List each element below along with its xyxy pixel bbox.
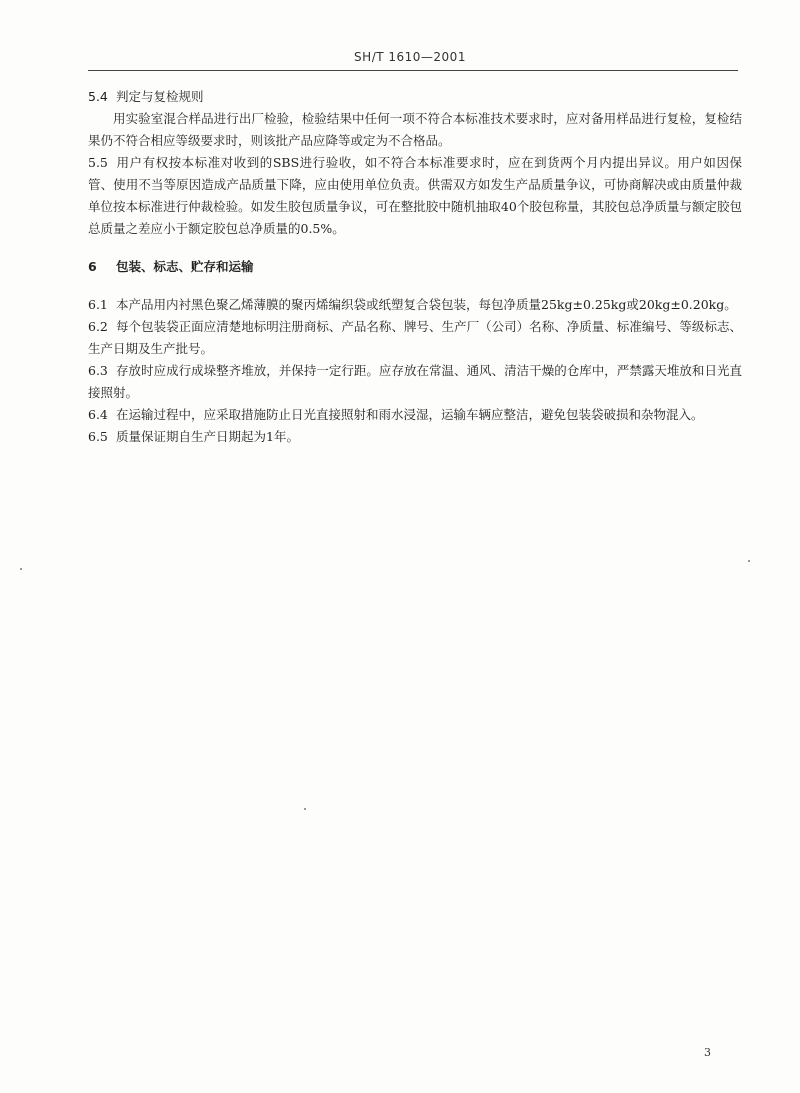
clause-title: 判定与复检规则 (116, 89, 204, 104)
clause-6-5 (88, 426, 742, 448)
document-body (88, 86, 742, 448)
clause-6-2-paragraph (88, 316, 742, 360)
clause-number: 5.4 (88, 89, 108, 104)
clause-6-3-text: 存放时应成行成垛整齐堆放，并保持一定行距。应存放在常温、通风、清洁干燥的仓库中，严禁露天堆放和日光直接照射。 (88, 363, 742, 400)
section-number: 6 (88, 259, 97, 274)
clause-5-4-heading (88, 86, 742, 108)
page-number: 3 (704, 1046, 711, 1059)
clause-6-3 (88, 360, 742, 404)
header-rule (88, 70, 738, 71)
scan-speck (304, 808, 306, 810)
clause-6-4-paragraph (88, 404, 742, 426)
clause-number: 6.3 (88, 363, 108, 378)
clause-6-2 (88, 316, 742, 360)
clause-6-2-text: 每个包装袋正面应清楚地标明注册商标、产品名称、牌号、生产厂（公司）名称、净质量、标准编号、等级标志、生产日期及生产批号。 (88, 319, 742, 356)
clause-number: 6.4 (88, 407, 108, 422)
clause-number: 6.1 (88, 297, 108, 312)
clause-5-4-text: 用实验室混合样品进行出厂检验，检验结果中任何一项不符合本标准技术要求时，应对备用样品进行复检，复检结果仍不符合相应等级要求时，则该批产品应降等或定为不合格品。 (88, 111, 742, 148)
clause-6-1-paragraph (88, 294, 742, 316)
scan-speck (20, 568, 22, 570)
clause-5-5 (88, 152, 742, 240)
clause-6-4-text: 在运输过程中，应采取措施防止日光直接照射和雨水浸湿，运输车辆应整洁，避免包装袋破损和杂物混入。 (116, 407, 704, 422)
clause-number: 6.2 (88, 319, 108, 334)
scan-speck (748, 560, 750, 562)
clause-6-5-paragraph (88, 426, 742, 448)
clause-6-4 (88, 404, 742, 426)
clause-number: 5.5 (88, 155, 108, 170)
clause-6-5-text: 质量保证期自生产日期起为1年。 (116, 429, 299, 444)
clause-6-3-paragraph (88, 360, 742, 404)
clause-6-1 (88, 294, 742, 316)
clause-6-1-text: 本产品用内衬黑色聚乙烯薄膜的聚丙烯编织袋或纸塑复合袋包装，每包净质量25kg±0.25kg或20kg±0.20kg。 (116, 297, 737, 312)
section-6-heading (88, 256, 742, 278)
clause-5-5-text: 用户有权按本标准对收到的SBS进行验收，如不符合本标准要求时，应在到货两个月内提出异议。用户如因保管、使用不当等原因造成产品质量下降，应由使用单位负责。供需双方如发生产品质量争议，可协商解决或由质量仲裁单位按本标准进行仲裁检验。如发生胶包质量争议，可在整批胶中随机抽取40个胶包称量，其胶包总净质量与额定胶包总质量之差应小于额定胶包总净质量的0.5%。 (88, 155, 742, 236)
clause-5-4 (88, 86, 742, 152)
section-title: 包装、标志、贮存和运输 (116, 259, 254, 274)
clause-number: 6.5 (88, 429, 108, 444)
clause-5-5-paragraph (88, 152, 742, 240)
standard-code-header: SH/T 1610—2001 (354, 50, 466, 64)
